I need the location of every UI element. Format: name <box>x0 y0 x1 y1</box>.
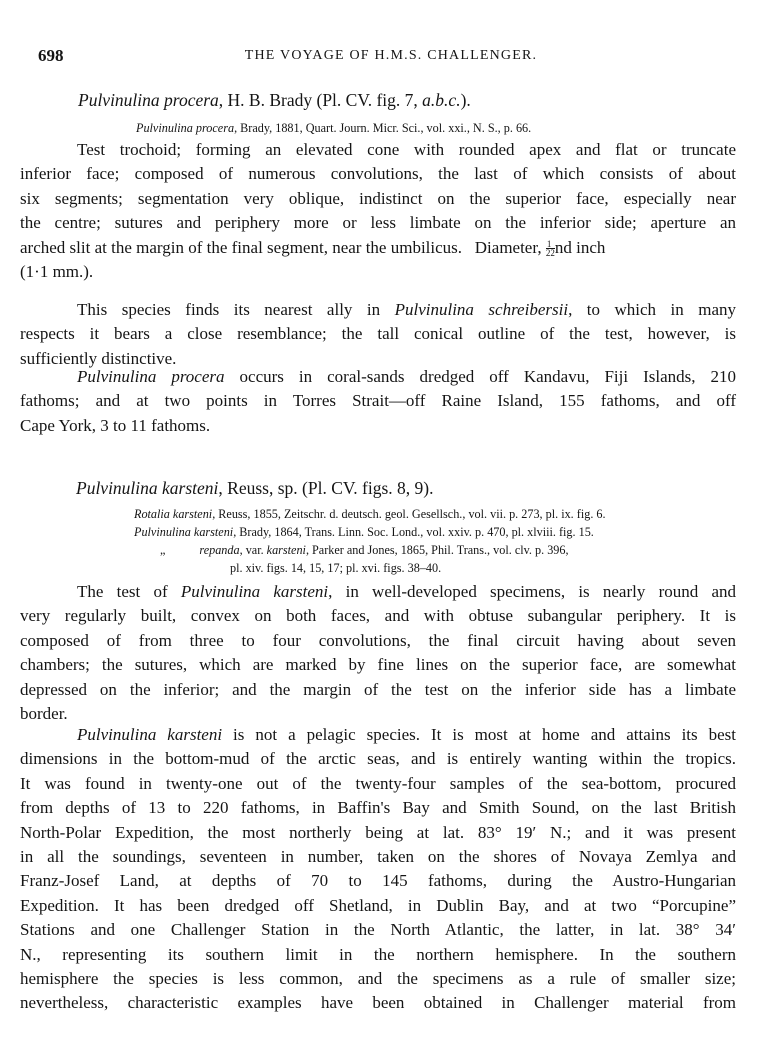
text-line <box>20 236 736 260</box>
text-line: composed of from three to four convolutions, the final circuit having about seven <box>20 630 736 650</box>
text-line: six segments; segmentation very oblique, indistinct on the superior face, especially near <box>20 188 736 208</box>
synonym-variety: karsteni <box>266 543 306 557</box>
synonym-reference: , Parker and Jones, 1865, Phil. Trans., vol. clv. p. 396, <box>305 543 569 557</box>
synonymy-line <box>136 121 531 136</box>
text-line: dimensions in the bottom-mud of the arctic seas, and is entirely wanting within the tropics. <box>20 749 736 769</box>
text-line <box>20 580 736 604</box>
distribution-paragraph-procera <box>20 365 736 438</box>
synonym-name: Pulvinulina procera <box>136 121 235 135</box>
text-line: It was found in twenty-one out of the twenty-four samples of the sea-bottom, procured <box>20 773 736 793</box>
text-line: the centre; sutures and periphery more or less limbate on the inferior side; aperture an <box>20 213 736 233</box>
text-line: hemisphere the species is less common, and the specimens as a rule of smaller size; <box>20 969 736 989</box>
text-line: respects it bears a close resemblance; the tall conical outline of the test, however, is <box>20 324 736 344</box>
text-line: Test trochoid; forming an elevated cone with rounded apex and flat or truncate <box>77 140 736 159</box>
description-paragraph-karsteni <box>20 580 736 726</box>
synonym-reference: , Brady, 1881, Quart. Journ. Micr. Sci., vol. xxi., N. S., p. 66. <box>234 121 532 135</box>
heading-close: ). <box>460 90 471 110</box>
species-heading-karsteni <box>76 478 433 499</box>
text-line: fathoms; and at two points in Torres Strait—off Raine Island, 155 fathoms, and off <box>20 391 736 411</box>
species-name: Pulvinulina karsteni <box>77 725 223 744</box>
synonymy-line <box>160 543 569 558</box>
text-line: chambers; the sutures, which are marked by fine lines on the superior face, are somewhat <box>20 655 736 675</box>
text-segment: This species finds its nearest ally in <box>77 300 395 319</box>
species-name: Pulvinulina karsteni <box>180 582 329 601</box>
text-line: (1·1 mm.). <box>20 262 94 282</box>
species-name: Pulvinulina karsteni <box>76 478 219 498</box>
diameter-unit: nd inch <box>554 237 606 257</box>
text-line: depressed on the inferior; and the margin of the test on the inferior side has a limbate <box>20 679 736 699</box>
species-name: Pulvinulina procera <box>77 367 225 386</box>
text-line: border. <box>20 704 68 724</box>
text-line: Stations and one Challenger Station in the North Atlantic, the latter, in lat. 38° 34′ <box>20 920 736 940</box>
heading-authority: , H. B. Brady (Pl. CV. fig. 7, <box>218 90 423 110</box>
text-line: very regularly built, convex on both faces, and with obtuse subangular periphery. It is <box>20 606 736 626</box>
text-line: inferior face; composed of numerous convolutions, the last of which consists of about <box>20 164 736 184</box>
text-line <box>20 365 736 389</box>
synonym-reference: pl. xiv. figs. 14, 15, 17; pl. xvi. figs. 38–40. <box>230 561 442 575</box>
page-number: 698 <box>38 46 64 65</box>
text-segment: occurs in coral-sands dredged off Kandavu, Fiji Islands, 210 <box>224 367 736 386</box>
text-segment: , to which in many <box>568 300 736 319</box>
diameter-fraction <box>546 240 555 257</box>
text-segment: is not a pelagic species. It is most at home and attains its best <box>222 725 736 744</box>
synonym-name: Rotalia karsteni <box>134 507 213 521</box>
text-line: Cape York, 3 to 11 fathoms. <box>20 415 211 435</box>
text-line: Expedition. It has been dredged off Shetland, in Dublin Bay, and at two “Porcupine” <box>20 895 736 915</box>
species-name: Pulvinulina schreibersii <box>394 300 569 319</box>
text-segment: The test of <box>77 582 181 601</box>
running-title: THE VOYAGE OF H.M.S. CHALLENGER. <box>244 48 538 63</box>
text-segment: , in well-developed specimens, is nearly round and <box>328 582 736 601</box>
fraction-denominator: 22 <box>545 247 555 258</box>
text-line: from depths of 13 to 220 fathoms, in Baffin's Bay and Smith Sound, on the last British <box>20 798 736 818</box>
description-paragraph-procera <box>20 138 736 284</box>
distribution-paragraph-karsteni <box>20 723 736 1016</box>
text-line: N., representing its southern limit in the northern hemisphere. In the southern <box>20 944 736 964</box>
synonym-reference: , Reuss, 1855, Zeitschr. d. deutsch. geol. Gesellsch., vol. vii. p. 273, pl. ix. fig. 6. <box>212 507 606 521</box>
synonymy-line <box>134 525 594 540</box>
fraction-numerator: 1 <box>546 240 555 249</box>
synonym-reference: , var. <box>239 543 267 557</box>
diameter-text: arched slit at the margin of the final segment, near the umbilicus. Diameter, <box>20 237 546 257</box>
running-header <box>38 46 744 68</box>
heading-figs: a.b.c. <box>422 90 461 110</box>
synonym-name: Pulvinulina karsteni <box>134 525 234 539</box>
affinity-paragraph <box>20 298 736 371</box>
text-line: in all the soundings, seventeen in number, taken on the shores of Novaya Zemlya and <box>20 847 736 867</box>
text-line: North-Polar Expedition, the most northerly being at lat. 83° 19′ N.; and it was present <box>20 822 736 842</box>
synonym-reference: , Brady, 1864, Trans. Linn. Soc. Lond., vol. xxiv. p. 470, pl. xlviii. fig. 15. <box>233 525 594 539</box>
species-name: Pulvinulina procera <box>78 90 219 110</box>
synonymy-line <box>230 561 441 576</box>
text-line <box>20 298 736 322</box>
text-line <box>20 723 736 747</box>
synonymy-line <box>134 507 606 522</box>
synonym-name: repanda <box>199 543 240 557</box>
text-line: sufficiently distinctive. <box>20 348 177 368</box>
text-line: nevertheless, characteristic examples have been obtained in Challenger material from <box>20 993 736 1013</box>
species-heading-procera <box>78 90 471 111</box>
text-line: Franz-Josef Land, at depths of 70 to 145 fathoms, during the Austro-Hungarian <box>20 871 736 891</box>
heading-authority: , Reuss, sp. (Pl. CV. figs. 8, 9). <box>218 478 434 498</box>
ditto-mark: „ <box>160 543 166 557</box>
